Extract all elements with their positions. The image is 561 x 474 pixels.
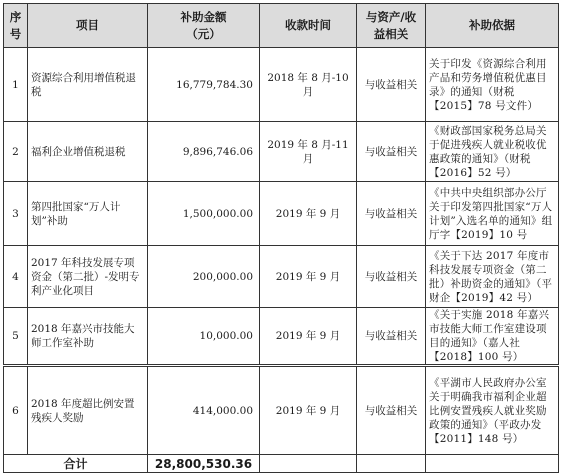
subsidy-table-top (3, 3, 559, 365)
row-time: 2019 年 9 月 (260, 246, 357, 308)
row-relation: 与收益相关 (357, 48, 426, 122)
row-seq: 6 (4, 367, 28, 455)
table-row (4, 367, 559, 455)
row-time: 2019 年 9 月 (260, 182, 357, 246)
total-label: 合计 (4, 455, 148, 473)
table-row (4, 308, 559, 365)
row-seq: 4 (4, 246, 28, 308)
table-row (4, 122, 559, 182)
row-relation: 与收益相关 (357, 308, 426, 365)
table-row (4, 182, 559, 246)
row-seq: 5 (4, 308, 28, 365)
row-time: 2018 年 8 月-10 月 (260, 48, 357, 122)
row-basis: 《财政部国家税务总局关于促进残疾人就业税收优惠政策的通知》（财税【2016】52 号） (426, 122, 559, 182)
table-row (4, 246, 559, 308)
row-amount: 414,000.00 (148, 367, 260, 455)
row-basis: 《中共中央组织部办公厅关于印发第四批国家“万人计划”入选名单的通知》组厅字【2019】10 号 (426, 182, 559, 246)
row-seq: 2 (4, 122, 28, 182)
row-basis: 《关于实施 2018 年嘉兴市技能大师工作室建设项目的通知》（嘉人社【2018】100 号） (426, 308, 559, 365)
row-basis: 《关于下达 2017 年度市科技发展专项资金（第二批）补助资金的通知》（平财企【2019】42 号） (426, 246, 559, 308)
row-item: 2018 年嘉兴市技能大师工作室补助 (28, 308, 148, 365)
row-item: 福利企业增值税退税 (28, 122, 148, 182)
row-relation: 与收益相关 (357, 367, 426, 455)
header-seq: 序号 (4, 4, 28, 48)
row-amount: 9,896,746.06 (148, 122, 260, 182)
header-time: 收款时间 (260, 4, 357, 48)
total-row (4, 455, 559, 473)
total-empty-cell (357, 455, 426, 473)
header-relation: 与资产/收 益相关 (357, 4, 426, 48)
row-basis: 《平湖市人民政府办公室关于明确我市福利企业超比例安置残疾人就业奖励政策的通知》（平政办发【2011】148 号） (426, 367, 559, 455)
row-item: 2018 年度超比例安置残疾人奖励 (28, 367, 148, 455)
row-amount: 200,000.00 (148, 246, 260, 308)
total-amount: 28,800,530.36 (148, 455, 260, 473)
row-relation: 与收益相关 (357, 182, 426, 246)
table-header-row (4, 4, 559, 48)
subsidy-table-bottom (3, 366, 559, 473)
row-seq: 3 (4, 182, 28, 246)
header-basis: 补助依据 (426, 4, 559, 48)
row-item: 第四批国家“万人计划”补助 (28, 182, 148, 246)
row-basis: 关于印发《资源综合利用产品和劳务增值税优惠目录》的通知（财税【2015】78 号文件） (426, 48, 559, 122)
row-relation: 与收益相关 (357, 246, 426, 308)
row-amount: 1,500,000.00 (148, 182, 260, 246)
row-seq: 1 (4, 48, 28, 122)
row-time: 2019 年 8 月-11 月 (260, 122, 357, 182)
header-item: 项目 (28, 4, 148, 48)
row-time: 2019 年 9 月 (260, 308, 357, 365)
row-amount: 10,000.00 (148, 308, 260, 365)
row-relation: 与收益相关 (357, 122, 426, 182)
total-empty-cell (260, 455, 357, 473)
row-amount: 16,779,784.30 (148, 48, 260, 122)
header-amount: 补助金额 （元） (148, 4, 260, 48)
row-time: 2019 年 9 月 (260, 367, 357, 455)
table-row (4, 48, 559, 122)
total-empty-cell (426, 455, 559, 473)
row-item: 2017 年科技发展专项资金（第二批）-发明专利产业化项目 (28, 246, 148, 308)
row-item: 资源综合利用增值税退税 (28, 48, 148, 122)
